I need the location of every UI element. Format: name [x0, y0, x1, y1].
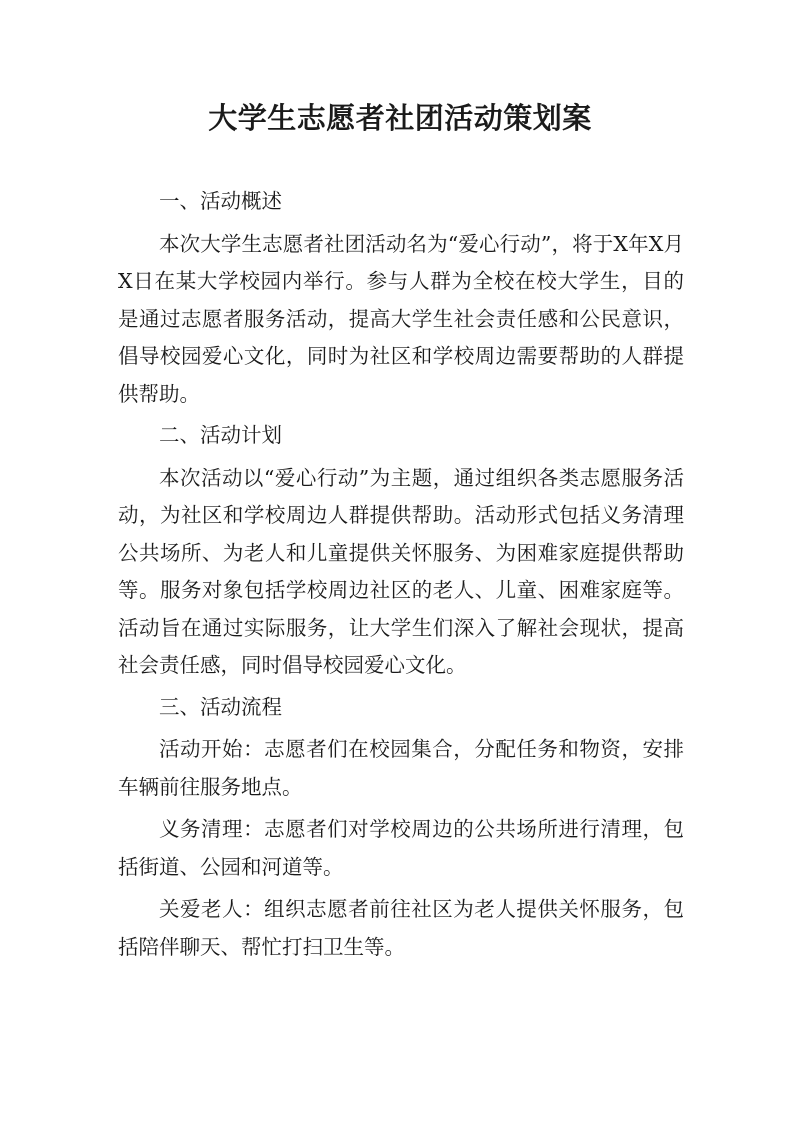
section-paragraph: 本次活动以“爱心行动”为主题，通过组织各类志愿服务活动，为社区和学校周边人群提供帮助。活动形式包括义务清理公共场所、为老人和儿童提供关怀服务、为困难家庭提供帮助等。服务对象包括学校周边社区的老人、儿童、困难家庭等。活动旨在通过实际服务，让大学生们深入了解社会现状，提高社会责任感，同时倡导校园爱心文化。	[118, 465, 684, 677]
section-heading: 一、活动概述	[159, 189, 282, 213]
section-process	[118, 689, 684, 967]
section-overview	[118, 183, 684, 413]
section-paragraph: 关爱老人：组织志愿者前往社区为老人提供关怀服务，包括陪伴聊天、帮忙打扫卫生等。	[118, 897, 684, 959]
section-heading: 二、活动计划	[159, 423, 282, 447]
document-title: 大学生志愿者社团活动策划案	[208, 101, 592, 135]
section-paragraph: 本次大学生志愿者社团活动名为“爱心行动”，将于X年X月X日在某大学校园内举行。参与人群为全校在校大学生，目的是通过志愿者服务活动，提高大学生社会责任感和公民意识，倡导校园爱心文化，同时为社区和学校周边需要帮助的人群提供帮助。	[118, 231, 684, 406]
section-plan	[118, 417, 684, 685]
section-paragraph: 义务清理：志愿者们对学校周边的公共场所进行清理，包括街道、公园和河道等。	[118, 817, 684, 879]
document-body	[118, 183, 684, 966]
section-paragraph: 活动开始：志愿者们在校园集合，分配任务和物资，安排车辆前往服务地点。	[118, 737, 684, 799]
section-heading: 三、活动流程	[159, 694, 282, 719]
